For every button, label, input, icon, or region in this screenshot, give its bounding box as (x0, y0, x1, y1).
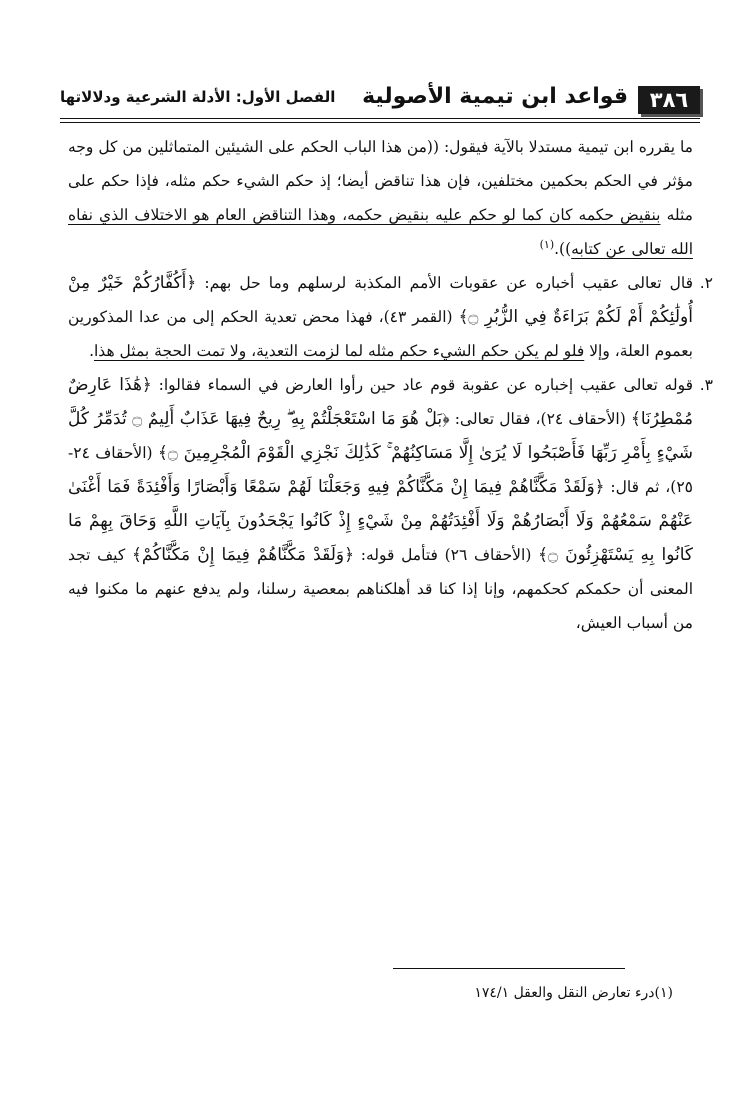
footnote-divider (393, 968, 625, 969)
quran-verse: ﴿بَلْ هُوَ مَا اسْتَعْجَلْتُمْ بِهِ ۖ رِيحٌ فِيهَا عَذَابٌ أَلِيمٌ ۝ تُدَمِّرُ كُلَّ شَيْءٍ بِأَمْرِ رَبِّهَا فَأَصْبَحُوا لَا يُرَىٰ إِلَّا مَسَاكِنُهُمْ ۚ كَذَٰلِكَ نَجْزِي الْقَوْمَ الْمُجْرِمِينَ ۝﴾ (68, 409, 693, 463)
body-text (68, 130, 713, 640)
intro-close: )). (554, 240, 572, 258)
intro-underlined-quote: بنقيض حكمه كان كما لو حكم عليه بنقيض حكمه، وهذا التناقض العام هو الاختلاف الذي نفاه الله تعالى عن كتابه (68, 206, 693, 258)
quran-verse: ﴿هَٰذَا عَارِضٌ مُمْطِرُنَا﴾ (68, 375, 694, 429)
item-text (68, 266, 693, 368)
intro-paragraph (68, 130, 693, 266)
item-lead: قال تعالى عقيب أخباره عن عقوبات الأمم المكذبة لرسلهم وما حل بهم: (196, 274, 693, 292)
list-item-3 (68, 368, 713, 640)
book-title: قواعد ابن تيمية الأصولية (362, 84, 628, 109)
item-number: ٣. (699, 376, 713, 394)
verse-reference: (الأحقاف ٢٦) فتأمل قوله: (354, 546, 539, 564)
page-number: ٣٨٦ (638, 86, 700, 114)
item-lead: قوله تعالى عقيب إخباره عن عقوبة قوم عاد حين رأوا العارض في السماء فقالوا: (151, 376, 693, 394)
quran-verse: ﴿وَلَقَدْ مَكَّنَّاهُمْ فِيمَا إِنْ مَكَّنَّاكُمْ﴾ (131, 545, 355, 565)
intro-lead: ما يقرره ابن تيمية مستدلا بالآية فيقول: ((من هذا الباب الحكم على الشيئين المتماثلين من كل وجه مؤثر في الحكم بحكمين مختلفين، فإن هذا تناقض أيضا؛ إذ حكم الشيء حكم مثله، فإذا حكم على مثله (68, 138, 693, 224)
footnote-reference: (١) (539, 237, 555, 251)
section-title: الفصل الأول: الأدلة الشرعية ودلالاتها (60, 88, 336, 106)
quran-verse: ﴿وَلَقَدْ مَكَّنَّاهُمْ فِيمَا إِنْ مَكَّنَّاكُمْ فِيهِ وَجَعَلْنَا لَهُمْ سَمْعًا وَأَبْصَارًا وَأَفْئِدَةً فَمَا أَغْنَىٰ عَنْهُمْ سَمْعُهُمْ وَلَا أَبْصَارُهُمْ وَلَا أَفْئِدَتُهُمْ مِنْ شَيْءٍ إِذْ كَانُوا يَجْحَدُونَ بِآيَاتِ اللَّهِ وَحَاقَ بِهِمْ مَا كَانُوا بِهِ يَسْتَهْزِئُونَ ۝﴾ (68, 477, 694, 565)
page-header (60, 72, 700, 120)
footnote: (١)درء تعارض النقل والعقل ١٧٤/١ (474, 985, 673, 1001)
list-item-2 (68, 266, 713, 368)
item-close: . (89, 342, 94, 360)
underlined-text: فلو لم يكن حكم الشيء حكم مثله لما لزمت التعدية، ولا تمت الحجة بمثل هذا (94, 342, 585, 360)
item-number: ٢. (699, 274, 713, 292)
verse-reference: (الأحقاف ٢٤- ٢٥)، ثم قال: (68, 444, 693, 496)
header-rule-bottom (60, 122, 700, 123)
header-rule-top (60, 118, 700, 119)
verse-reference: (القمر ٤٣)، فهذا محض تعدية الحكم إلى من عدا المذكورين بعموم العلة، وإلا (68, 308, 693, 360)
item-tail: كيف تجد المعنى أن حكمكم كحكمهم، وإنا إذا كنا قد أهلكناهم بمعصية رسلنا، ولم يدفع عنهم ما مكنوا فيه من أسباب العيش، (68, 546, 693, 632)
verse-reference: (الأحقاف ٢٤)، فقال تعالى: (449, 410, 631, 428)
quran-verse: ﴿أَكُفَّارُكُمْ خَيْرٌ مِنْ أُولَٰئِكُمْ أَمْ لَكُمْ بَرَاءَةٌ فِي الزُّبُرِ ۝﴾ (68, 273, 693, 327)
item-text (68, 368, 693, 640)
